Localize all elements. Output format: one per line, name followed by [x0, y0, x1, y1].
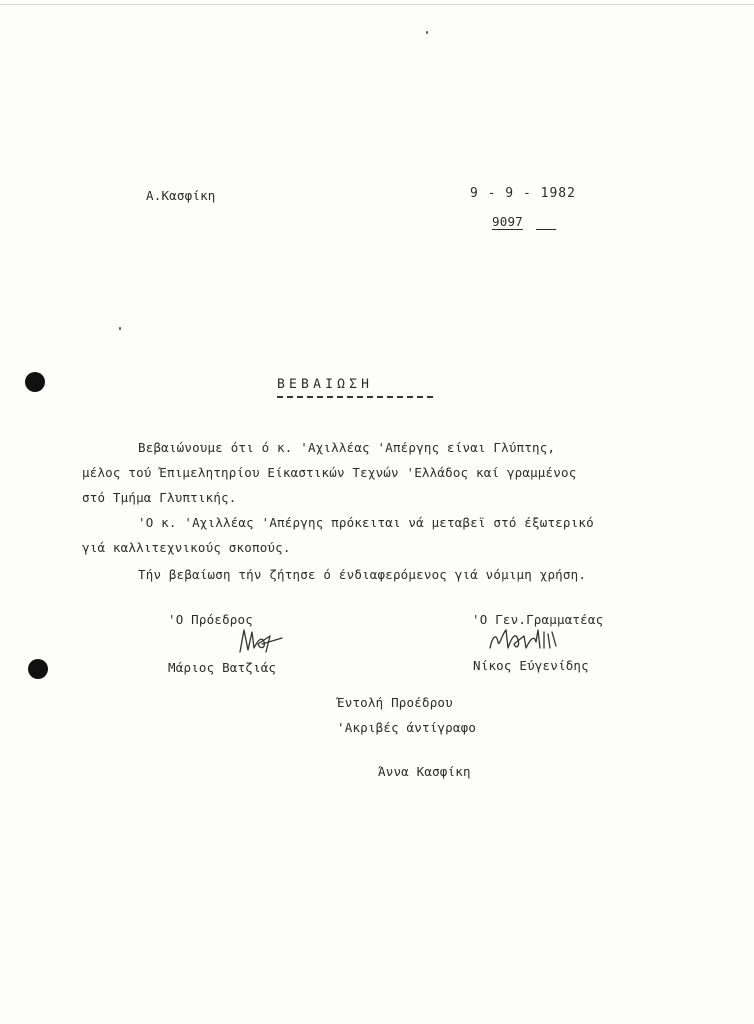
president-signature-icon: [236, 622, 284, 658]
body-line-2: μέλος τού Έπιμελητηρίου Είκαστικών Τεχνών 'Ελλάδος καί γραμμένος: [82, 465, 577, 480]
order-line: Έντολή Προέδρου: [337, 695, 453, 710]
body-line-1: Βεβαιώνουμε ότι ό κ. 'Αχιλλέας 'Απέργης είναι Γλύπτης,: [138, 440, 556, 455]
heading-underline: [277, 396, 433, 398]
copy-line: 'Ακριβές άντίγραφο: [337, 720, 477, 735]
document-heading: ΒΕΒΑΙΩΣΗ: [277, 377, 374, 392]
body-line-5: γιά καλλιτεχνικούς σκοπούς.: [82, 540, 291, 555]
paper-speck: [426, 31, 428, 34]
protocol-number: 9097: [492, 214, 523, 229]
secretary-title: 'Ο Γεν.Γραμματέας: [472, 612, 604, 627]
paper-speck: [119, 327, 121, 330]
body-line-6: Τήν βεβαίωση τήν ζήτησε ό ένδιαφερόμενος γιά νόμιμη χρήση.: [138, 567, 587, 582]
president-title: 'Ο Πρόεδρος: [168, 612, 253, 627]
secretary-signature-icon: [486, 624, 574, 654]
punch-hole: [28, 659, 48, 679]
secretary-name: Νίκος Εύγενίδης: [473, 658, 589, 673]
president-name: Μάριος Βατζιάς: [168, 660, 277, 675]
page-top-edge: [0, 4, 754, 5]
document-date: 9 - 9 - 1982: [470, 186, 576, 201]
punch-hole: [25, 372, 45, 392]
body-line-4: 'Ο κ. 'Αχιλλέας 'Απέργης πρόκειται νά μεταβεϊ στό έξωτερικό: [138, 515, 594, 530]
protocol-underline: [536, 229, 556, 230]
reference-name: Α.Κασφίκη: [146, 188, 216, 203]
copy-signer-name: Άννα Κασφίκη: [378, 764, 471, 779]
body-line-3: στό Τμήμα Γλυπτικής.: [82, 490, 237, 505]
